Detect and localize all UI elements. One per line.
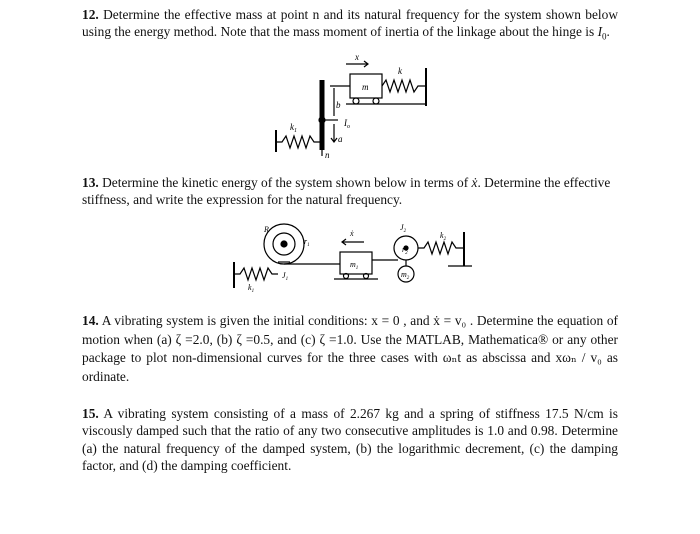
problem-text-a: Determine the kinetic energy of the system shown below in terms of (102, 175, 469, 190)
label-m2-main: m (401, 270, 407, 279)
label-r2-main: r (402, 245, 406, 254)
problem-number: 14. (82, 313, 99, 328)
spring-k2 (418, 242, 464, 254)
label-x: x (355, 52, 359, 62)
label-j2-main: J (400, 223, 404, 232)
problem-number: 12. (82, 7, 99, 22)
figure-pulley-system (228, 218, 480, 294)
problem-text: Determine the effective mass at point n and its natural frequency for the system shown below using the energy method. Note that the mass moment of inertia of the linkage about the hinge is (82, 7, 618, 40)
label-m2 (401, 270, 410, 281)
label-k2-sub: 2 (443, 237, 447, 242)
problem-15 (82, 405, 618, 474)
label-r1-sub: 1 (307, 243, 310, 248)
wheel (373, 98, 379, 104)
problem-14 (82, 312, 618, 386)
spring-k1 (234, 268, 278, 280)
problem-text: A vibrating system is given the initial conditions: x = 0 , and ẋ = v₀ . Determine the equation of motion when (a) ζ =2.0, (b) ζ =0.5, and (c) ζ =1.0. Use the MATLAB, Mathematica® or any other package to plot non-dimensional curves for the three cases with ωₙt as abscissa and xωₙ / v₀ as ordinate. (82, 313, 619, 384)
label-k1-main: k (290, 122, 294, 132)
label-io-main: I (344, 118, 347, 128)
problem-number: 15. (82, 406, 99, 421)
spring-k (382, 80, 426, 92)
label-a: a (338, 134, 343, 144)
figure-linkage-system (262, 50, 442, 160)
label-m1 (350, 260, 358, 271)
pulley-j1-center (281, 241, 287, 247)
label-m1-main: m (350, 260, 356, 269)
label-r1 (304, 237, 310, 248)
problem-12 (82, 6, 618, 46)
label-j1 (282, 271, 288, 282)
label-j2 (400, 223, 407, 234)
label-n: n (325, 150, 330, 160)
label-m2-sub: 2 (406, 276, 410, 281)
problem-text: A vibrating system consisting of a mass of 2.267 kg and a spring of stiffness 17.5 N/cm is viscously damped such that the ratio of any two consecutive amplitudes is 1.0 and 0.98. Determine (a) the natural frequency of the damped system, (b) the logarithmic decrement, (c) the damping factor, and (d) the damping coefficient. (82, 406, 618, 473)
label-m: m (362, 82, 369, 92)
label-k2-main: k (440, 231, 444, 240)
label-k1 (248, 283, 254, 294)
label-r1-main: r (304, 237, 308, 246)
inertia-symbol: I (597, 24, 603, 40)
label-r: R (264, 225, 269, 234)
inertia-subscript: 0 (602, 31, 607, 42)
label-b: b (336, 100, 341, 110)
label-k1-sub: 1 (251, 289, 255, 294)
label-j1-main: J (282, 271, 286, 280)
label-k2 (440, 231, 447, 242)
label-k1-sub: 1 (294, 128, 297, 134)
label-io-sub: o (347, 124, 350, 130)
velocity-symbol: ẋ (471, 175, 478, 190)
label-k1 (290, 122, 297, 134)
label-k: k (398, 66, 402, 76)
label-io (343, 118, 350, 130)
wheel (353, 98, 359, 104)
problem-13 (82, 174, 618, 209)
label-k1-main: k (248, 283, 252, 292)
label-m1-sub: 1 (355, 266, 359, 271)
spring-k1 (276, 136, 320, 148)
label-j2-sub: 2 (403, 229, 407, 234)
problem-end: . (606, 24, 610, 40)
label-r2-sub: 2 (405, 251, 408, 256)
problem-text-b: . Determine the effective stiffness, and write the expression for the natural frequency. (82, 175, 611, 208)
label-j1-sub: 1 (285, 277, 289, 282)
problem-number: 13. (82, 175, 99, 190)
label-xdot: ẋ (350, 229, 354, 238)
